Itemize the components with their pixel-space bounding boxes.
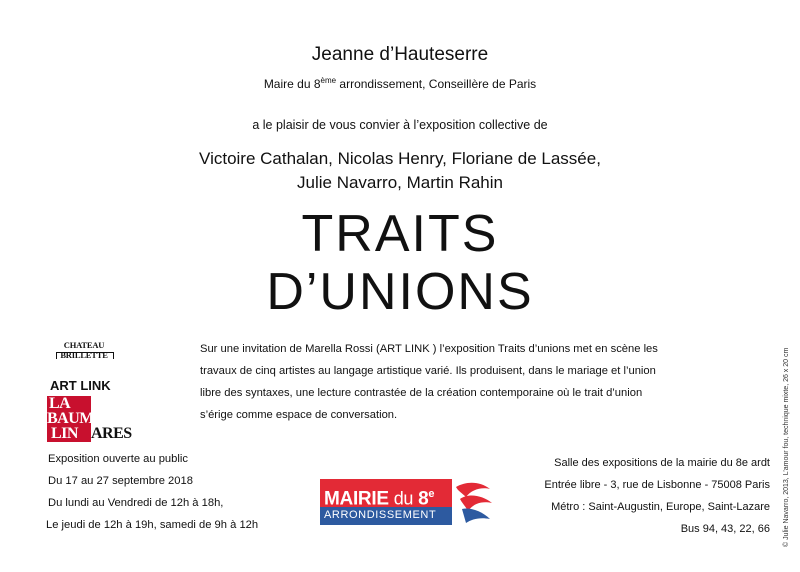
baume-logo-line-3b: ARES — [91, 425, 132, 442]
host-role-prefix: Maire du 8 — [263, 77, 321, 91]
chateau-logo-text: CHATEAU BRILLETTE — [60, 340, 108, 360]
mairie-logo-mairie: MAIRIE — [324, 488, 389, 510]
mairie-logo-wordmark — [324, 483, 434, 510]
host-role-suffix: arrondissement, Conseillère de Paris — [336, 77, 537, 91]
artwork-credit-text: © Julie Navarro, 2013, L’amour fou, technique mixte, 26 x 20 cm — [783, 347, 790, 547]
host-role — [0, 76, 800, 91]
invitation-line: a le plaisir de vous convier à l’exposition collective de — [252, 118, 548, 132]
host-role-sup: ème — [320, 76, 337, 85]
exhibition-title — [0, 205, 800, 321]
venue-line-1: Salle des expositions de la mairie du 8e ardt — [554, 457, 770, 469]
exposition-hours-weekdays: Du lundi au Vendredi de 12h à 18h, — [48, 497, 224, 509]
artists-line-1: Victoire Cathalan, Nicolas Henry, Floriane de Lassée, — [199, 149, 601, 168]
mairie-logo-num: 8 — [418, 488, 429, 510]
venue-bus: Bus 94, 43, 22, 66 — [680, 523, 770, 535]
mairie-8e-logo — [320, 479, 496, 525]
artists-list — [0, 147, 800, 195]
marianne-emblem-icon — [452, 479, 496, 525]
exhibition-description: Sur une invitation de Marella Rossi (ART LINK ) l’exposition Traits d’unions met en scène les travaux de cinq artistes au langage artistique varié. Ils produisent, dans le mariage et l’union libre des syntaxes, une lecture contrastée de la création contemporaine où le trait d’union s’érige comme espace de conversation. — [200, 343, 658, 421]
mairie-logo-sup: e — [428, 488, 435, 500]
la-baume-linares-logo — [47, 395, 132, 444]
exposition-line-1: Exposition ouverte au public — [48, 453, 188, 465]
baume-logo-line-2: BAUME — [47, 410, 105, 427]
baume-logo-line-1: LA — [49, 395, 71, 412]
venue-info — [544, 452, 770, 540]
chateau-brillette-logo — [50, 340, 118, 362]
venue-address: Entrée libre - 3, rue de Lisbonne - 75008 Paris — [544, 479, 770, 491]
artists-line-2: Julie Navarro, Martin Rahin — [297, 173, 503, 192]
exposition-dates: Du 17 au 27 septembre 2018 — [48, 475, 193, 487]
baume-logo-line-3a: LIN — [51, 425, 78, 442]
title-line-1: TRAITS — [301, 205, 499, 263]
host-name: Jeanne d’Hauteserre — [311, 44, 489, 65]
mairie-logo-arrondissement: ARRONDISSEMENT — [324, 509, 437, 521]
venue-metro: Métro : Saint-Augustin, Europe, Saint-Lazare — [551, 501, 770, 513]
chateau-logo-roof — [56, 352, 114, 359]
exposition-info — [48, 448, 258, 536]
title-line-2: D’UNIONS — [266, 263, 534, 321]
exposition-hours-special: Le jeudi de 12h à 19h, samedi de 9h à 12h — [46, 519, 259, 531]
art-link-logo: ART LINK — [50, 378, 111, 393]
artwork-credit — [783, 307, 795, 547]
mairie-logo-du: du — [393, 488, 414, 509]
